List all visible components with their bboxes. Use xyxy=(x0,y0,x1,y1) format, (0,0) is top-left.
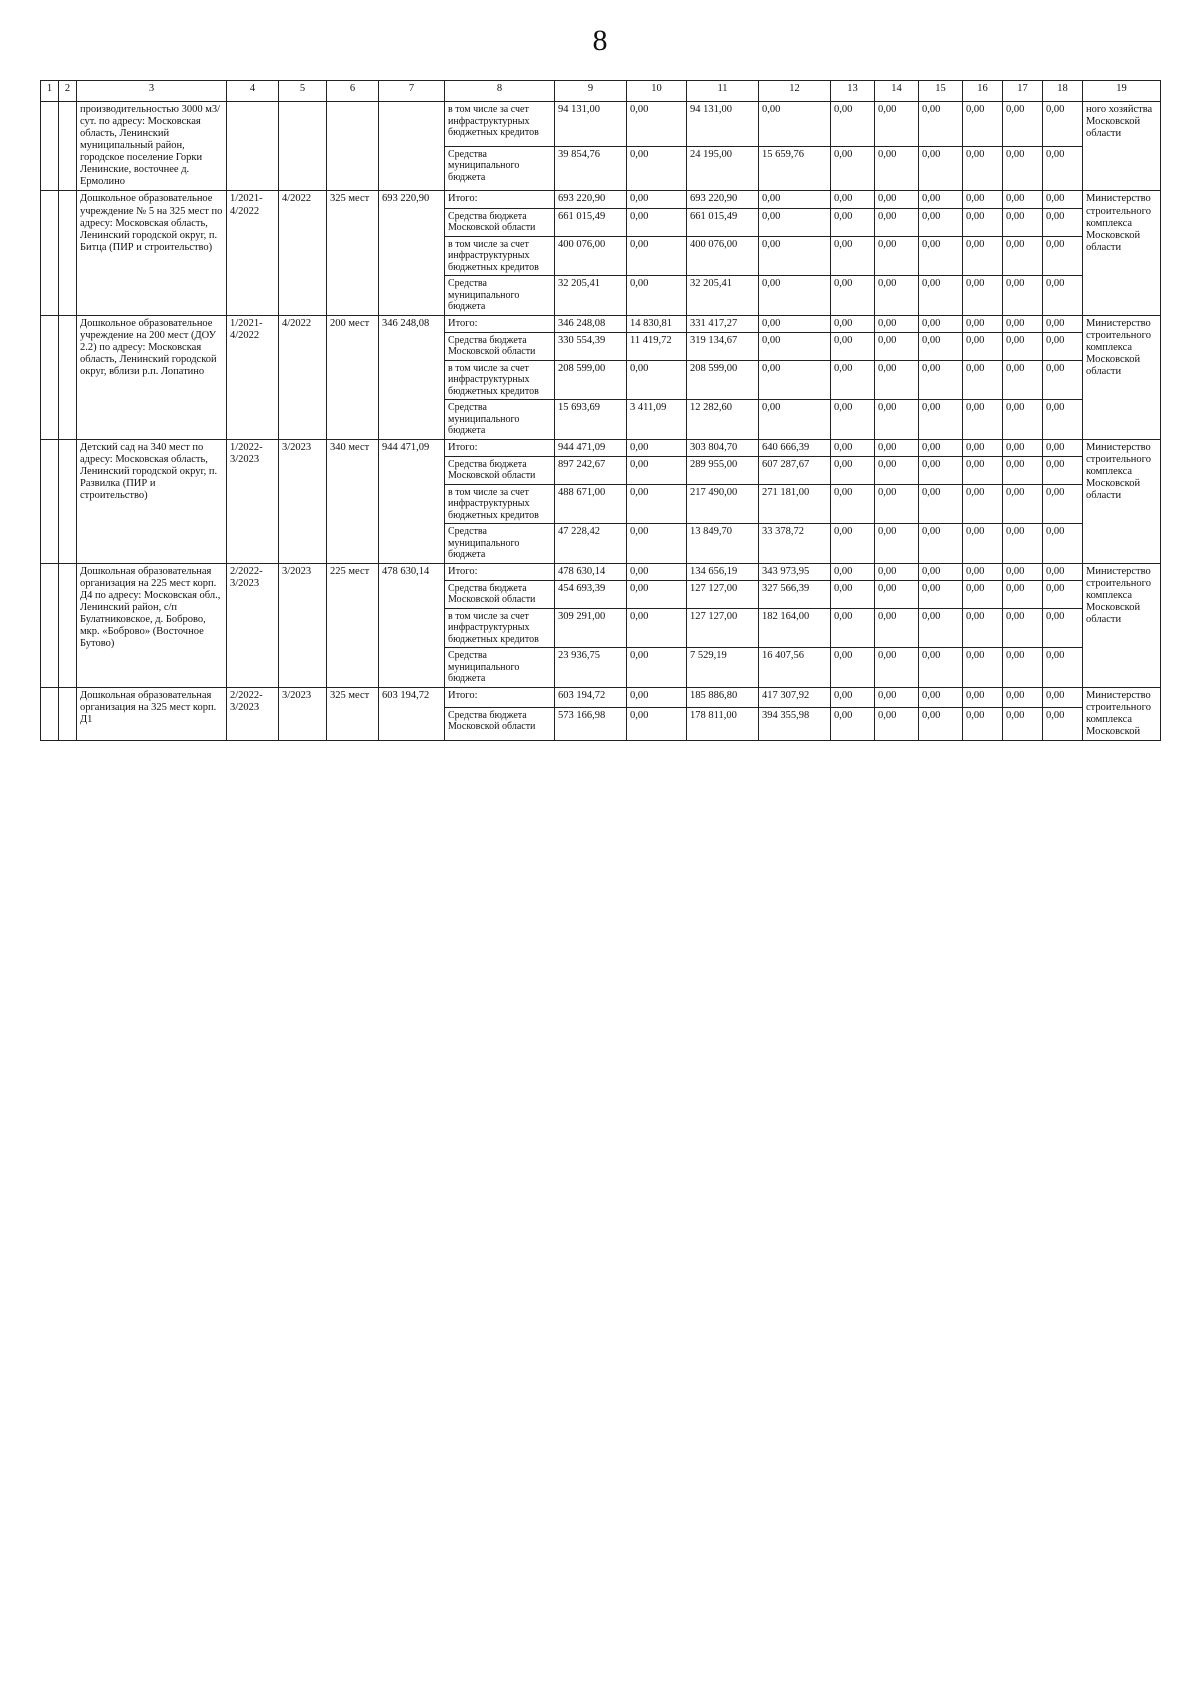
amount-cell-c12: 0,00 xyxy=(759,208,831,236)
funding-source-cell: Итого: xyxy=(445,687,555,707)
amount-cell-c12: 0,00 xyxy=(759,191,831,208)
funding-source-cell: в том числе за счет инфраструктурных бюджетных кредитов xyxy=(445,608,555,648)
amount-cell-c16: 0,00 xyxy=(963,563,1003,580)
cost-cell: 693 220,90 xyxy=(379,191,445,315)
amount-cell-c15: 0,00 xyxy=(919,332,963,360)
funding-source-cell: Средства бюджета Московской области xyxy=(445,580,555,608)
amount-cell-c13: 0,00 xyxy=(831,400,875,440)
amount-cell-c9: 32 205,41 xyxy=(555,276,627,316)
amount-cell-c17: 0,00 xyxy=(1003,608,1043,648)
amount-cell-c16: 0,00 xyxy=(963,360,1003,400)
amount-cell-c11: 12 282,60 xyxy=(687,400,759,440)
column-number: 6 xyxy=(327,81,379,102)
amount-cell-c10: 0,00 xyxy=(627,360,687,400)
funding-source-cell: в том числе за счет инфраструктурных бюджетных кредитов xyxy=(445,360,555,400)
column-number: 15 xyxy=(919,81,963,102)
cost-cell: 944 471,09 xyxy=(379,439,445,563)
amount-cell-c9: 488 671,00 xyxy=(555,484,627,524)
amount-cell-c14: 0,00 xyxy=(875,360,919,400)
cost-cell: 603 194,72 xyxy=(379,687,445,740)
amount-cell-c17: 0,00 xyxy=(1003,236,1043,276)
funding-source-cell: Средства муниципального бюджета xyxy=(445,524,555,564)
amount-cell-c13: 0,00 xyxy=(831,608,875,648)
amount-cell-c12: 0,00 xyxy=(759,315,831,332)
table-body xyxy=(41,102,1161,741)
amount-cell-c11: 94 131,00 xyxy=(687,102,759,147)
amount-cell-c18: 0,00 xyxy=(1043,580,1083,608)
amount-cell-c15: 0,00 xyxy=(919,400,963,440)
column-number: 12 xyxy=(759,81,831,102)
capacity-cell: 325 мест xyxy=(327,191,379,315)
amount-cell-c16: 0,00 xyxy=(963,315,1003,332)
amount-cell-c10: 0,00 xyxy=(627,563,687,580)
amount-cell-c18: 0,00 xyxy=(1043,236,1083,276)
sub-number-cell xyxy=(59,315,77,439)
amount-cell-c11: 127 127,00 xyxy=(687,580,759,608)
amount-cell-c10: 0,00 xyxy=(627,276,687,316)
period-cell xyxy=(227,102,279,191)
funding-source-cell: Средства бюджета Московской области xyxy=(445,707,555,740)
amount-cell-c12: 0,00 xyxy=(759,332,831,360)
amount-cell-c18: 0,00 xyxy=(1043,360,1083,400)
object-name-cell: Дошкольная образовательная организация на 225 мест корп. Д4 по адресу: Московская обл., Ленинский район, с/п Булатниковское, д. Боброво, мкр. «Бобровo» (Восточное Бутово) xyxy=(77,563,227,687)
table-row xyxy=(41,439,1161,456)
funding-source-cell: Итого: xyxy=(445,563,555,580)
amount-cell-c16: 0,00 xyxy=(963,608,1003,648)
amount-cell-c12: 0,00 xyxy=(759,400,831,440)
amount-cell-c18: 0,00 xyxy=(1043,524,1083,564)
amount-cell-c9: 693 220,90 xyxy=(555,191,627,208)
amount-cell-c18: 0,00 xyxy=(1043,191,1083,208)
amount-cell-c14: 0,00 xyxy=(875,456,919,484)
amount-cell-c17: 0,00 xyxy=(1003,707,1043,740)
amount-cell-c11: 24 195,00 xyxy=(687,146,759,191)
amount-cell-c9: 23 936,75 xyxy=(555,648,627,688)
amount-cell-c14: 0,00 xyxy=(875,315,919,332)
amount-cell-c14: 0,00 xyxy=(875,608,919,648)
amount-cell-c18: 0,00 xyxy=(1043,563,1083,580)
amount-cell-c11: 32 205,41 xyxy=(687,276,759,316)
responsible-cell: Министерство строительного комплекса Московской области xyxy=(1083,439,1161,563)
responsible-cell: Министерство строительного комплекса Московской области xyxy=(1083,191,1161,315)
funding-source-cell: Средства муниципального бюджета xyxy=(445,146,555,191)
amount-cell-c14: 0,00 xyxy=(875,208,919,236)
amount-cell-c11: 661 015,49 xyxy=(687,208,759,236)
funding-source-cell: Средства бюджета Московской области xyxy=(445,332,555,360)
amount-cell-c9: 897 242,67 xyxy=(555,456,627,484)
amount-cell-c14: 0,00 xyxy=(875,102,919,147)
amount-cell-c15: 0,00 xyxy=(919,563,963,580)
amount-cell-c9: 346 248,08 xyxy=(555,315,627,332)
amount-cell-c9: 47 228,42 xyxy=(555,524,627,564)
amount-cell-c18: 0,00 xyxy=(1043,315,1083,332)
column-number: 17 xyxy=(1003,81,1043,102)
amount-cell-c11: 331 417,27 xyxy=(687,315,759,332)
amount-cell-c14: 0,00 xyxy=(875,524,919,564)
object-name-cell: производительностью 3000 м3/сут. по адресу: Московская область, Ленинский муниципальный район, городское поселение Горки Ленинские, восточнее д. Ермолино xyxy=(77,102,227,191)
amount-cell-c17: 0,00 xyxy=(1003,439,1043,456)
amount-cell-c12: 271 181,00 xyxy=(759,484,831,524)
column-number: 4 xyxy=(227,81,279,102)
amount-cell-c14: 0,00 xyxy=(875,146,919,191)
table-row xyxy=(41,687,1161,707)
responsible-cell: Министерство строительного комплекса Московской области xyxy=(1083,563,1161,687)
amount-cell-c13: 0,00 xyxy=(831,439,875,456)
column-number: 7 xyxy=(379,81,445,102)
row-number-cell xyxy=(41,563,59,687)
amount-cell-c18: 0,00 xyxy=(1043,484,1083,524)
amount-cell-c15: 0,00 xyxy=(919,648,963,688)
amount-cell-c13: 0,00 xyxy=(831,687,875,707)
amount-cell-c14: 0,00 xyxy=(875,563,919,580)
amount-cell-c16: 0,00 xyxy=(963,276,1003,316)
amount-cell-c10: 0,00 xyxy=(627,687,687,707)
amount-cell-c10: 0,00 xyxy=(627,580,687,608)
amount-cell-c10: 0,00 xyxy=(627,208,687,236)
amount-cell-c15: 0,00 xyxy=(919,608,963,648)
commission-cell: 4/2022 xyxy=(279,315,327,439)
object-name-cell: Дошкольная образовательная организация на 325 мест корп. Д1 xyxy=(77,687,227,740)
amount-cell-c14: 0,00 xyxy=(875,276,919,316)
amount-cell-c11: 208 599,00 xyxy=(687,360,759,400)
amount-cell-c13: 0,00 xyxy=(831,580,875,608)
commission-cell xyxy=(279,102,327,191)
amount-cell-c16: 0,00 xyxy=(963,102,1003,147)
amount-cell-c12: 607 287,67 xyxy=(759,456,831,484)
funding-source-cell: Средства муниципального бюджета xyxy=(445,276,555,316)
amount-cell-c15: 0,00 xyxy=(919,191,963,208)
column-number: 18 xyxy=(1043,81,1083,102)
financing-table-sheet xyxy=(40,80,1160,741)
amount-cell-c10: 11 419,72 xyxy=(627,332,687,360)
amount-cell-c11: 400 076,00 xyxy=(687,236,759,276)
row-number-cell xyxy=(41,439,59,563)
amount-cell-c18: 0,00 xyxy=(1043,146,1083,191)
amount-cell-c17: 0,00 xyxy=(1003,484,1043,524)
amount-cell-c12: 0,00 xyxy=(759,236,831,276)
sub-number-cell xyxy=(59,563,77,687)
amount-cell-c16: 0,00 xyxy=(963,648,1003,688)
amount-cell-c11: 178 811,00 xyxy=(687,707,759,740)
amount-cell-c13: 0,00 xyxy=(831,276,875,316)
funding-source-cell: Итого: xyxy=(445,315,555,332)
amount-cell-c9: 573 166,98 xyxy=(555,707,627,740)
amount-cell-c18: 0,00 xyxy=(1043,707,1083,740)
column-number: 14 xyxy=(875,81,919,102)
amount-cell-c18: 0,00 xyxy=(1043,439,1083,456)
amount-cell-c12: 182 164,00 xyxy=(759,608,831,648)
column-number: 16 xyxy=(963,81,1003,102)
amount-cell-c17: 0,00 xyxy=(1003,524,1043,564)
amount-cell-c12: 394 355,98 xyxy=(759,707,831,740)
commission-cell: 3/2023 xyxy=(279,563,327,687)
amount-cell-c15: 0,00 xyxy=(919,102,963,147)
amount-cell-c10: 0,00 xyxy=(627,707,687,740)
amount-cell-c12: 640 666,39 xyxy=(759,439,831,456)
amount-cell-c17: 0,00 xyxy=(1003,146,1043,191)
amount-cell-c9: 478 630,14 xyxy=(555,563,627,580)
amount-cell-c11: 319 134,67 xyxy=(687,332,759,360)
amount-cell-c12: 417 307,92 xyxy=(759,687,831,707)
amount-cell-c18: 0,00 xyxy=(1043,687,1083,707)
amount-cell-c15: 0,00 xyxy=(919,687,963,707)
amount-cell-c13: 0,00 xyxy=(831,236,875,276)
amount-cell-c10: 0,00 xyxy=(627,524,687,564)
cost-cell: 346 248,08 xyxy=(379,315,445,439)
amount-cell-c14: 0,00 xyxy=(875,687,919,707)
responsible-cell: Министерство строительного комплекса Московской области xyxy=(1083,315,1161,439)
amount-cell-c11: 303 804,70 xyxy=(687,439,759,456)
sub-number-cell xyxy=(59,439,77,563)
sub-number-cell xyxy=(59,102,77,191)
amount-cell-c11: 13 849,70 xyxy=(687,524,759,564)
amount-cell-c11: 127 127,00 xyxy=(687,608,759,648)
capacity-cell: 200 мест xyxy=(327,315,379,439)
amount-cell-c12: 0,00 xyxy=(759,276,831,316)
amount-cell-c11: 185 886,80 xyxy=(687,687,759,707)
amount-cell-c17: 0,00 xyxy=(1003,208,1043,236)
amount-cell-c16: 0,00 xyxy=(963,439,1003,456)
amount-cell-c11: 217 490,00 xyxy=(687,484,759,524)
amount-cell-c11: 289 955,00 xyxy=(687,456,759,484)
amount-cell-c10: 0,00 xyxy=(627,236,687,276)
column-number: 13 xyxy=(831,81,875,102)
commission-cell: 3/2023 xyxy=(279,439,327,563)
amount-cell-c16: 0,00 xyxy=(963,208,1003,236)
amount-cell-c16: 0,00 xyxy=(963,236,1003,276)
amount-cell-c16: 0,00 xyxy=(963,146,1003,191)
amount-cell-c17: 0,00 xyxy=(1003,191,1043,208)
funding-source-cell: Итого: xyxy=(445,439,555,456)
amount-cell-c12: 33 378,72 xyxy=(759,524,831,564)
amount-cell-c12: 16 407,56 xyxy=(759,648,831,688)
funding-source-cell: Средства муниципального бюджета xyxy=(445,400,555,440)
amount-cell-c11: 134 656,19 xyxy=(687,563,759,580)
period-cell: 1/2021-4/2022 xyxy=(227,315,279,439)
amount-cell-c17: 0,00 xyxy=(1003,315,1043,332)
column-number: 10 xyxy=(627,81,687,102)
amount-cell-c9: 454 693,39 xyxy=(555,580,627,608)
amount-cell-c13: 0,00 xyxy=(831,102,875,147)
amount-cell-c13: 0,00 xyxy=(831,484,875,524)
amount-cell-c18: 0,00 xyxy=(1043,400,1083,440)
column-number: 3 xyxy=(77,81,227,102)
amount-cell-c18: 0,00 xyxy=(1043,208,1083,236)
amount-cell-c16: 0,00 xyxy=(963,191,1003,208)
amount-cell-c15: 0,00 xyxy=(919,524,963,564)
amount-cell-c14: 0,00 xyxy=(875,707,919,740)
capacity-cell: 225 мест xyxy=(327,563,379,687)
object-name-cell: Дошкольное образовательное учреждение № 5 на 325 мест по адресу: Московская область, Ленинский городской округ, п. Битца (ПИР и строительство) xyxy=(77,191,227,315)
funding-source-cell: Средства муниципального бюджета xyxy=(445,648,555,688)
amount-cell-c16: 0,00 xyxy=(963,456,1003,484)
funding-source-cell: в том числе за счет инфраструктурных бюджетных кредитов xyxy=(445,236,555,276)
column-number: 11 xyxy=(687,81,759,102)
responsible-cell: Министерство строительного комплекса Московской xyxy=(1083,687,1161,740)
amount-cell-c9: 603 194,72 xyxy=(555,687,627,707)
amount-cell-c13: 0,00 xyxy=(831,524,875,564)
amount-cell-c15: 0,00 xyxy=(919,236,963,276)
amount-cell-c15: 0,00 xyxy=(919,360,963,400)
amount-cell-c17: 0,00 xyxy=(1003,456,1043,484)
amount-cell-c10: 14 830,81 xyxy=(627,315,687,332)
amount-cell-c18: 0,00 xyxy=(1043,608,1083,648)
amount-cell-c9: 944 471,09 xyxy=(555,439,627,456)
amount-cell-c17: 0,00 xyxy=(1003,102,1043,147)
capacity-cell xyxy=(327,102,379,191)
amount-cell-c9: 39 854,76 xyxy=(555,146,627,191)
amount-cell-c17: 0,00 xyxy=(1003,332,1043,360)
column-number: 9 xyxy=(555,81,627,102)
financing-table xyxy=(40,80,1161,741)
page-number: 8 xyxy=(592,24,608,57)
period-cell: 1/2021-4/2022 xyxy=(227,191,279,315)
amount-cell-c16: 0,00 xyxy=(963,332,1003,360)
amount-cell-c10: 0,00 xyxy=(627,648,687,688)
amount-cell-c14: 0,00 xyxy=(875,648,919,688)
amount-cell-c11: 693 220,90 xyxy=(687,191,759,208)
table-row xyxy=(41,102,1161,147)
amount-cell-c12: 0,00 xyxy=(759,102,831,147)
amount-cell-c17: 0,00 xyxy=(1003,563,1043,580)
amount-cell-c16: 0,00 xyxy=(963,400,1003,440)
amount-cell-c15: 0,00 xyxy=(919,146,963,191)
amount-cell-c9: 94 131,00 xyxy=(555,102,627,147)
responsible-cell: ного хозяйства Московской области xyxy=(1083,102,1161,191)
amount-cell-c18: 0,00 xyxy=(1043,276,1083,316)
amount-cell-c10: 3 411,09 xyxy=(627,400,687,440)
amount-cell-c10: 0,00 xyxy=(627,484,687,524)
table-row xyxy=(41,315,1161,332)
column-number: 8 xyxy=(445,81,555,102)
amount-cell-c16: 0,00 xyxy=(963,524,1003,564)
commission-cell: 3/2023 xyxy=(279,687,327,740)
amount-cell-c14: 0,00 xyxy=(875,400,919,440)
object-name-cell: Детский сад на 340 мест по адресу: Московская область, Ленинский городской округ, п. Развилка (ПИР и строительство) xyxy=(77,439,227,563)
amount-cell-c10: 0,00 xyxy=(627,146,687,191)
amount-cell-c13: 0,00 xyxy=(831,146,875,191)
amount-cell-c13: 0,00 xyxy=(831,191,875,208)
column-number: 19 xyxy=(1083,81,1161,102)
amount-cell-c9: 330 554,39 xyxy=(555,332,627,360)
cost-cell xyxy=(379,102,445,191)
amount-cell-c12: 0,00 xyxy=(759,360,831,400)
amount-cell-c9: 208 599,00 xyxy=(555,360,627,400)
column-number: 5 xyxy=(279,81,327,102)
amount-cell-c10: 0,00 xyxy=(627,191,687,208)
amount-cell-c11: 7 529,19 xyxy=(687,648,759,688)
amount-cell-c13: 0,00 xyxy=(831,648,875,688)
column-number-row xyxy=(41,81,1161,102)
table-row xyxy=(41,563,1161,580)
sub-number-cell xyxy=(59,191,77,315)
amount-cell-c16: 0,00 xyxy=(963,580,1003,608)
column-number: 1 xyxy=(41,81,59,102)
amount-cell-c17: 0,00 xyxy=(1003,580,1043,608)
period-cell: 1/2022-3/2023 xyxy=(227,439,279,563)
period-cell: 2/2022-3/2023 xyxy=(227,563,279,687)
amount-cell-c13: 0,00 xyxy=(831,456,875,484)
amount-cell-c10: 0,00 xyxy=(627,439,687,456)
amount-cell-c12: 15 659,76 xyxy=(759,146,831,191)
amount-cell-c16: 0,00 xyxy=(963,687,1003,707)
amount-cell-c17: 0,00 xyxy=(1003,400,1043,440)
amount-cell-c14: 0,00 xyxy=(875,236,919,276)
amount-cell-c15: 0,00 xyxy=(919,315,963,332)
amount-cell-c15: 0,00 xyxy=(919,208,963,236)
amount-cell-c14: 0,00 xyxy=(875,484,919,524)
amount-cell-c17: 0,00 xyxy=(1003,276,1043,316)
amount-cell-c9: 400 076,00 xyxy=(555,236,627,276)
amount-cell-c14: 0,00 xyxy=(875,191,919,208)
funding-source-cell: в том числе за счет инфраструктурных бюджетных кредитов xyxy=(445,102,555,147)
amount-cell-c18: 0,00 xyxy=(1043,456,1083,484)
row-number-cell xyxy=(41,102,59,191)
amount-cell-c18: 0,00 xyxy=(1043,648,1083,688)
amount-cell-c13: 0,00 xyxy=(831,315,875,332)
amount-cell-c17: 0,00 xyxy=(1003,360,1043,400)
column-number: 2 xyxy=(59,81,77,102)
row-number-cell xyxy=(41,191,59,315)
amount-cell-c15: 0,00 xyxy=(919,580,963,608)
amount-cell-c9: 15 693,69 xyxy=(555,400,627,440)
amount-cell-c13: 0,00 xyxy=(831,563,875,580)
amount-cell-c15: 0,00 xyxy=(919,456,963,484)
commission-cell: 4/2022 xyxy=(279,191,327,315)
amount-cell-c17: 0,00 xyxy=(1003,687,1043,707)
amount-cell-c18: 0,00 xyxy=(1043,102,1083,147)
capacity-cell: 340 мест xyxy=(327,439,379,563)
amount-cell-c14: 0,00 xyxy=(875,332,919,360)
table-row xyxy=(41,191,1161,208)
period-cell: 2/2022-3/2023 xyxy=(227,687,279,740)
funding-source-cell: Средства бюджета Московской области xyxy=(445,456,555,484)
amount-cell-c10: 0,00 xyxy=(627,102,687,147)
amount-cell-c13: 0,00 xyxy=(831,360,875,400)
amount-cell-c16: 0,00 xyxy=(963,707,1003,740)
amount-cell-c14: 0,00 xyxy=(875,580,919,608)
sub-number-cell xyxy=(59,687,77,740)
amount-cell-c15: 0,00 xyxy=(919,276,963,316)
amount-cell-c13: 0,00 xyxy=(831,208,875,236)
funding-source-cell: Средства бюджета Московской области xyxy=(445,208,555,236)
amount-cell-c15: 0,00 xyxy=(919,707,963,740)
cost-cell: 478 630,14 xyxy=(379,563,445,687)
amount-cell-c12: 343 973,95 xyxy=(759,563,831,580)
amount-cell-c18: 0,00 xyxy=(1043,332,1083,360)
amount-cell-c17: 0,00 xyxy=(1003,648,1043,688)
object-name-cell: Дошкольное образовательное учреждение на 200 мест (ДОУ 2.2) по адресу: Московская область, Ленинский городской округ, вблизи р.п. Лопатино xyxy=(77,315,227,439)
amount-cell-c9: 309 291,00 xyxy=(555,608,627,648)
funding-source-cell: Итого: xyxy=(445,191,555,208)
amount-cell-c15: 0,00 xyxy=(919,484,963,524)
capacity-cell: 325 мест xyxy=(327,687,379,740)
amount-cell-c12: 327 566,39 xyxy=(759,580,831,608)
amount-cell-c14: 0,00 xyxy=(875,439,919,456)
amount-cell-c10: 0,00 xyxy=(627,608,687,648)
row-number-cell xyxy=(41,315,59,439)
amount-cell-c10: 0,00 xyxy=(627,456,687,484)
amount-cell-c16: 0,00 xyxy=(963,484,1003,524)
amount-cell-c9: 661 015,49 xyxy=(555,208,627,236)
amount-cell-c13: 0,00 xyxy=(831,332,875,360)
row-number-cell xyxy=(41,687,59,740)
funding-source-cell: в том числе за счет инфраструктурных бюджетных кредитов xyxy=(445,484,555,524)
amount-cell-c13: 0,00 xyxy=(831,707,875,740)
amount-cell-c15: 0,00 xyxy=(919,439,963,456)
